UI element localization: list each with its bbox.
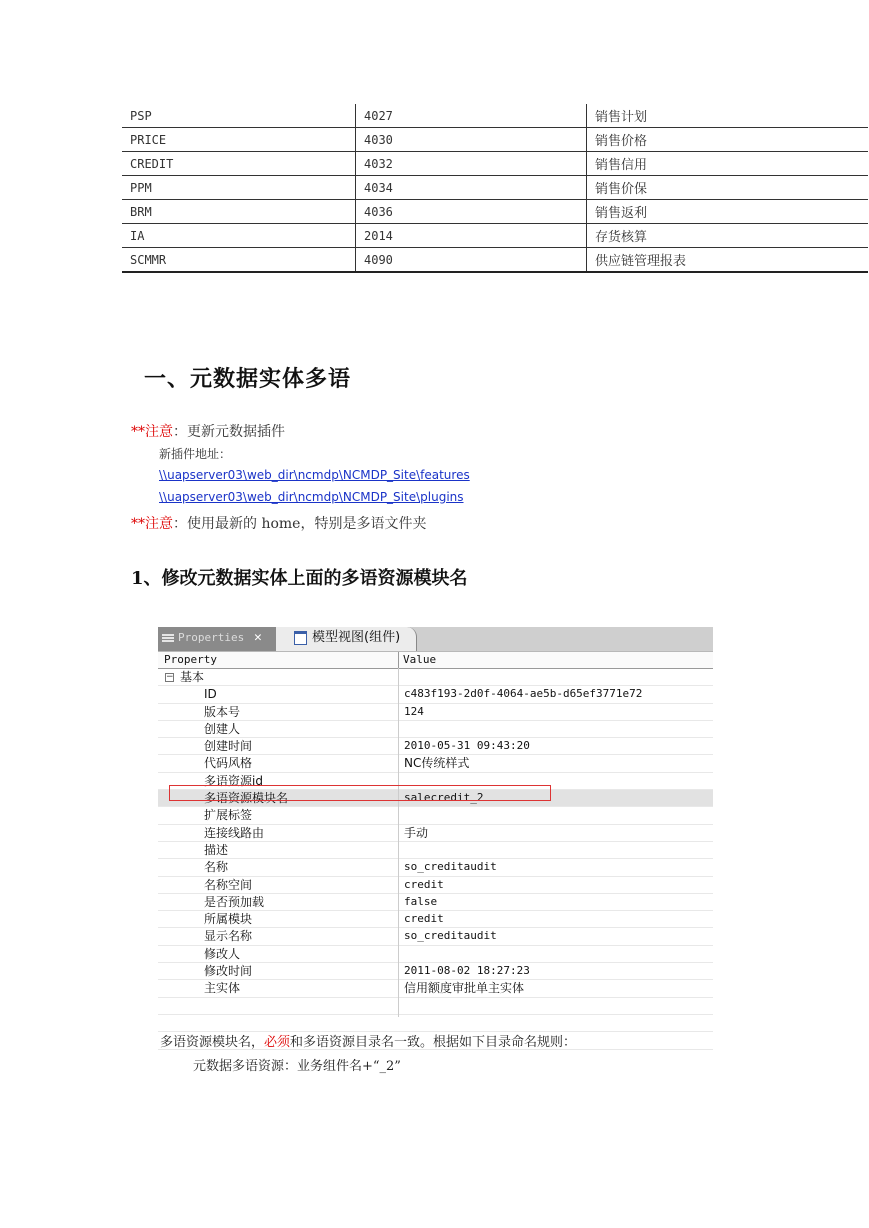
para-b: 和多语资源目录名一致。根据如下目录命名规则： [290, 1035, 577, 1050]
module-id: 4027 [356, 104, 587, 128]
property-row[interactable] [158, 980, 713, 997]
property-key: 主实体 [204, 981, 241, 996]
note-text: ：更新元数据插件 [173, 424, 285, 440]
naming-rule-paragraph [160, 1031, 576, 1050]
tab-model-view[interactable] [276, 627, 417, 651]
property-key: 描述 [204, 842, 229, 857]
property-key: 名称空间 [204, 877, 253, 892]
column-divider [398, 668, 399, 1017]
property-value[interactable]: false [404, 894, 438, 908]
module-code: PPM [122, 176, 356, 200]
property-value[interactable]: c483f193-2d0f-4064-ae5b-d65ef3771e72 [404, 687, 643, 701]
property-row[interactable] [158, 738, 713, 755]
property-key: 修改时间 [204, 964, 253, 979]
module-id: 4036 [356, 200, 587, 224]
table-row [122, 200, 868, 224]
note-text: ：使用最新的 home，特别是多语文件夹 [173, 516, 427, 532]
property-value[interactable]: 124 [404, 704, 424, 718]
section-title: 一、元数据实体多语 [144, 367, 352, 392]
module-name: 销售价保 [587, 176, 869, 200]
collapse-icon[interactable]: − [166, 672, 174, 682]
property-value[interactable]: 2011-08-02 18:27:23 [404, 964, 530, 978]
table-row [122, 128, 868, 152]
module-id: 4032 [356, 152, 587, 176]
property-row[interactable] [158, 911, 713, 928]
property-row[interactable] [158, 928, 713, 945]
empty-row [158, 998, 713, 1015]
note-prefix: **注意 [131, 516, 173, 532]
property-key: 显示名称 [204, 929, 253, 944]
module-code: PSP [122, 104, 356, 128]
property-key: 多语资源id [204, 773, 263, 788]
property-key: 版本号 [204, 704, 241, 719]
property-row[interactable] [158, 704, 713, 721]
group-row[interactable] [158, 669, 713, 686]
property-row[interactable] [158, 946, 713, 963]
para-must: 必须 [264, 1035, 291, 1050]
module-name: 销售计划 [587, 104, 869, 128]
tab-properties[interactable] [158, 627, 276, 651]
para-a: 多语资源模块名， [160, 1035, 265, 1050]
column-value[interactable]: Value [398, 652, 436, 669]
property-row[interactable] [158, 842, 713, 859]
module-id: 4090 [356, 248, 587, 273]
property-key: 是否预加载 [204, 894, 265, 909]
module-code: BRM [122, 200, 356, 224]
group-label: 基本 [180, 670, 205, 684]
property-row[interactable] [158, 807, 713, 824]
column-property[interactable]: Property [164, 653, 217, 666]
tab-properties-label: Properties [178, 631, 245, 644]
plugin-address-label: 新插件地址： [159, 447, 232, 461]
properties-panel [158, 627, 713, 1017]
column-header [158, 652, 713, 669]
module-code: IA [122, 224, 356, 248]
module-name: 销售价格 [587, 128, 869, 152]
subsection-title: 1、修改元数据实体上面的多语资源模块名 [131, 568, 468, 589]
property-key: 扩展标签 [204, 808, 253, 823]
module-name: 存货核算 [587, 224, 869, 248]
module-name: 供应链管理报表 [587, 248, 869, 273]
property-key: 连接线路由 [204, 825, 265, 840]
note-update-plugin [131, 421, 285, 441]
property-key: 创建人 [204, 721, 241, 736]
tab-model-view-label: 模型视图(组件) [312, 630, 401, 645]
table-row [122, 224, 868, 248]
property-value[interactable]: credit [404, 877, 444, 891]
property-key: 修改人 [204, 946, 241, 961]
table-row [122, 152, 868, 176]
plugins-link[interactable]: \\uapserver03\web_dir\ncmdp\NCMDP_Site\plugins [159, 490, 464, 504]
note-use-latest-home [131, 513, 426, 533]
module-id: 2014 [356, 224, 587, 248]
highlight-box [169, 785, 551, 801]
table-row [122, 104, 868, 128]
property-row[interactable] [158, 963, 713, 980]
module-code: SCMMR [122, 248, 356, 273]
property-value[interactable]: NC传统样式 [404, 756, 470, 771]
property-key: 多语资源模块名 [204, 791, 289, 806]
close-icon[interactable]: ✕ [254, 630, 262, 645]
window-icon [294, 631, 307, 645]
property-value[interactable]: so_creditaudit [404, 860, 497, 874]
property-value[interactable]: 信用额度审批单主实体 [404, 981, 525, 996]
property-value[interactable]: 2010-05-31 09:43:20 [404, 739, 530, 753]
naming-rule-detail: 元数据多语资源：业务组件名+“_2” [193, 1059, 401, 1074]
property-key: 创建时间 [204, 739, 253, 754]
table-row [122, 248, 868, 273]
tab-bar [158, 627, 713, 652]
note-prefix: **注意 [131, 424, 173, 440]
property-key: 名称 [204, 860, 229, 875]
empty-row [158, 1015, 713, 1032]
property-row[interactable] [158, 859, 713, 876]
property-row[interactable] [158, 721, 713, 738]
property-row[interactable] [158, 877, 713, 894]
features-link[interactable]: \\uapserver03\web_dir\ncmdp\NCMDP_Site\features [159, 468, 470, 482]
module-id: 4030 [356, 128, 587, 152]
property-value[interactable]: so_creditaudit [404, 929, 497, 943]
property-key: 所属模块 [204, 912, 253, 927]
properties-icon [162, 634, 174, 643]
property-row[interactable] [158, 755, 713, 772]
module-code: CREDIT [122, 152, 356, 176]
property-row[interactable] [158, 894, 713, 911]
module-code: PRICE [122, 128, 356, 152]
property-row[interactable] [158, 686, 713, 703]
property-value[interactable]: salecredit_2 [404, 791, 484, 805]
property-key: 代码风格 [204, 756, 253, 771]
module-name: 销售返利 [587, 200, 869, 224]
property-rows [158, 669, 713, 1050]
property-value[interactable]: credit [404, 912, 444, 926]
module-name: 销售信用 [587, 152, 869, 176]
module-id: 4034 [356, 176, 587, 200]
property-row[interactable] [158, 825, 713, 842]
property-value[interactable]: 手动 [404, 825, 429, 840]
module-table [122, 104, 868, 273]
property-key: ID [204, 687, 217, 702]
table-row [122, 176, 868, 200]
